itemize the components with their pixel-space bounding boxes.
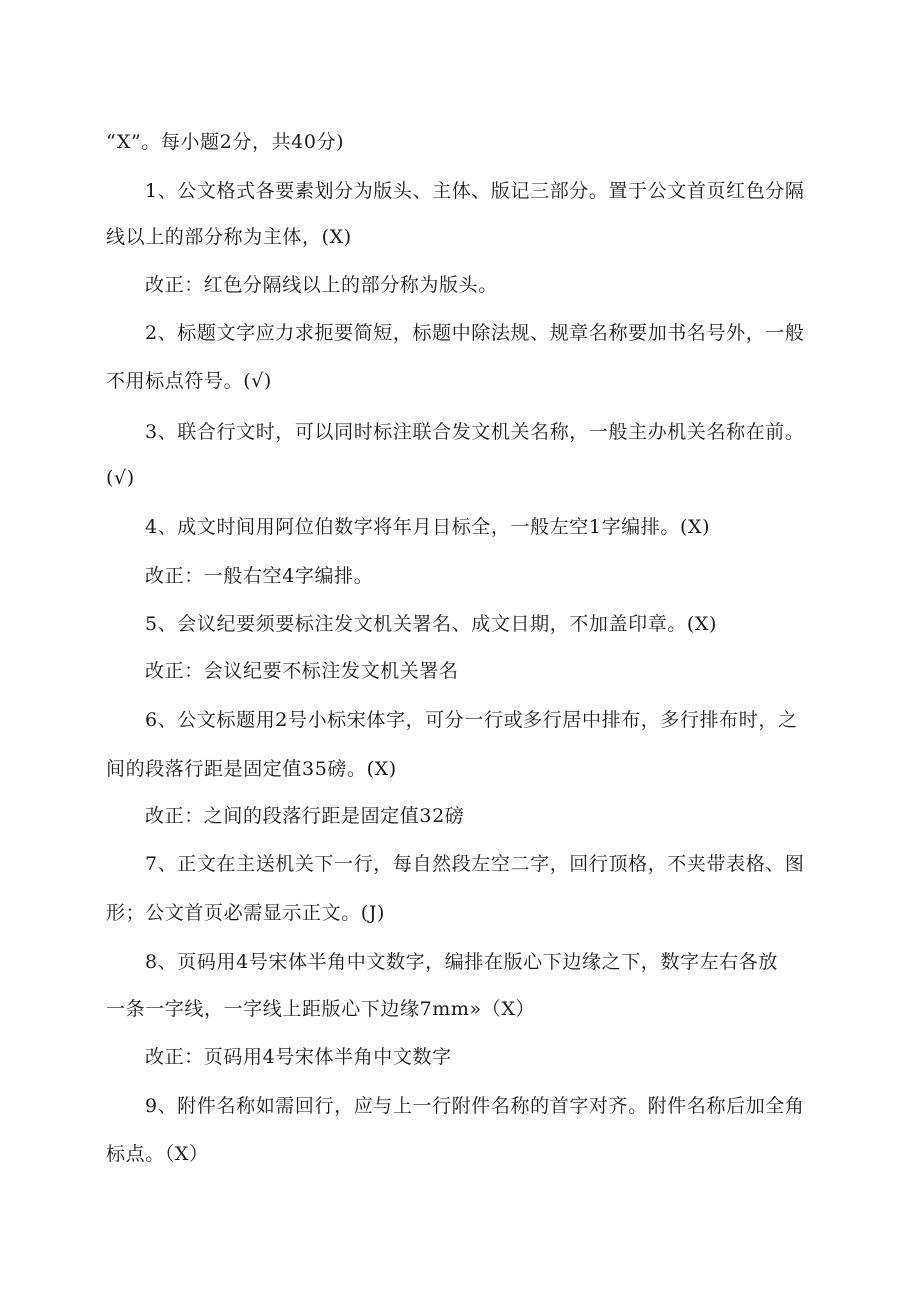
question-9-line-2: 标点。（X） — [106, 1143, 209, 1165]
correction-6: 改正：之间的段落行距是固定值32磅 — [145, 805, 465, 827]
question-8-line-2: 一条一字线，一字线上距版心下边缘7mm»（X） — [106, 998, 536, 1020]
question-6-line-1: 6、公文标题用2号小标宋体字，可分一行或多行居中排布，多行排布时，之 — [145, 709, 798, 731]
question-1-line-2: 线以上的部分称为主体，(X) — [106, 226, 352, 248]
question-2-line-2: 不用标点符号。(√) — [106, 370, 272, 392]
correction-4: 改正：一般右空4字编排。 — [145, 565, 374, 587]
question-2-line-1: 2、标题文字应力求扼要简短，标题中除法规、规章名称要加书名号外，一般 — [145, 322, 805, 344]
correction-5: 改正：会议纪要不标注发文机关署名 — [145, 660, 459, 682]
question-6-line-2: 间的段落行距是固定值35磅。(X) — [106, 758, 397, 780]
question-3-line-1: 3、联合行文时，可以同时标注联合发文机关名称，一般主办机关名称在前。 — [145, 421, 805, 443]
question-7-line-1: 7、正文在主送机关下一行，每自然段左空二字，回行顶格，不夹带表格、图 — [145, 853, 805, 875]
section-instruction-tail: “X”。每小题2分，共40分) — [106, 131, 345, 153]
question-8-line-1: 8、页码用4号宋体半角中文数字，编排在版心下边缘之下，数字左右各放 — [145, 951, 778, 973]
correction-1: 改正：红色分隔线以上的部分称为版头。 — [145, 274, 498, 296]
question-5: 5、会议纪要须要标注发文机关署名、成文日期，不加盖印章。(X) — [145, 613, 718, 635]
question-9-line-1: 9、附件名称如需回行，应与上一行附件名称的首字对齐。附件名称后加全角 — [145, 1095, 805, 1117]
question-4: 4、成文时间用阿位伯数字将年月日标全，一般左空1字编排。(X) — [145, 516, 711, 538]
question-3-line-2: (√) — [106, 467, 135, 489]
question-1-line-1: 1、公文格式各要素划分为版头、主体、版记三部分。置于公文首页红色分隔 — [145, 180, 805, 202]
question-7-line-2: 形；公文首页必需显示正文。(J) — [106, 902, 386, 924]
correction-8: 改正：页码用4号宋体半角中文数字 — [145, 1046, 452, 1068]
